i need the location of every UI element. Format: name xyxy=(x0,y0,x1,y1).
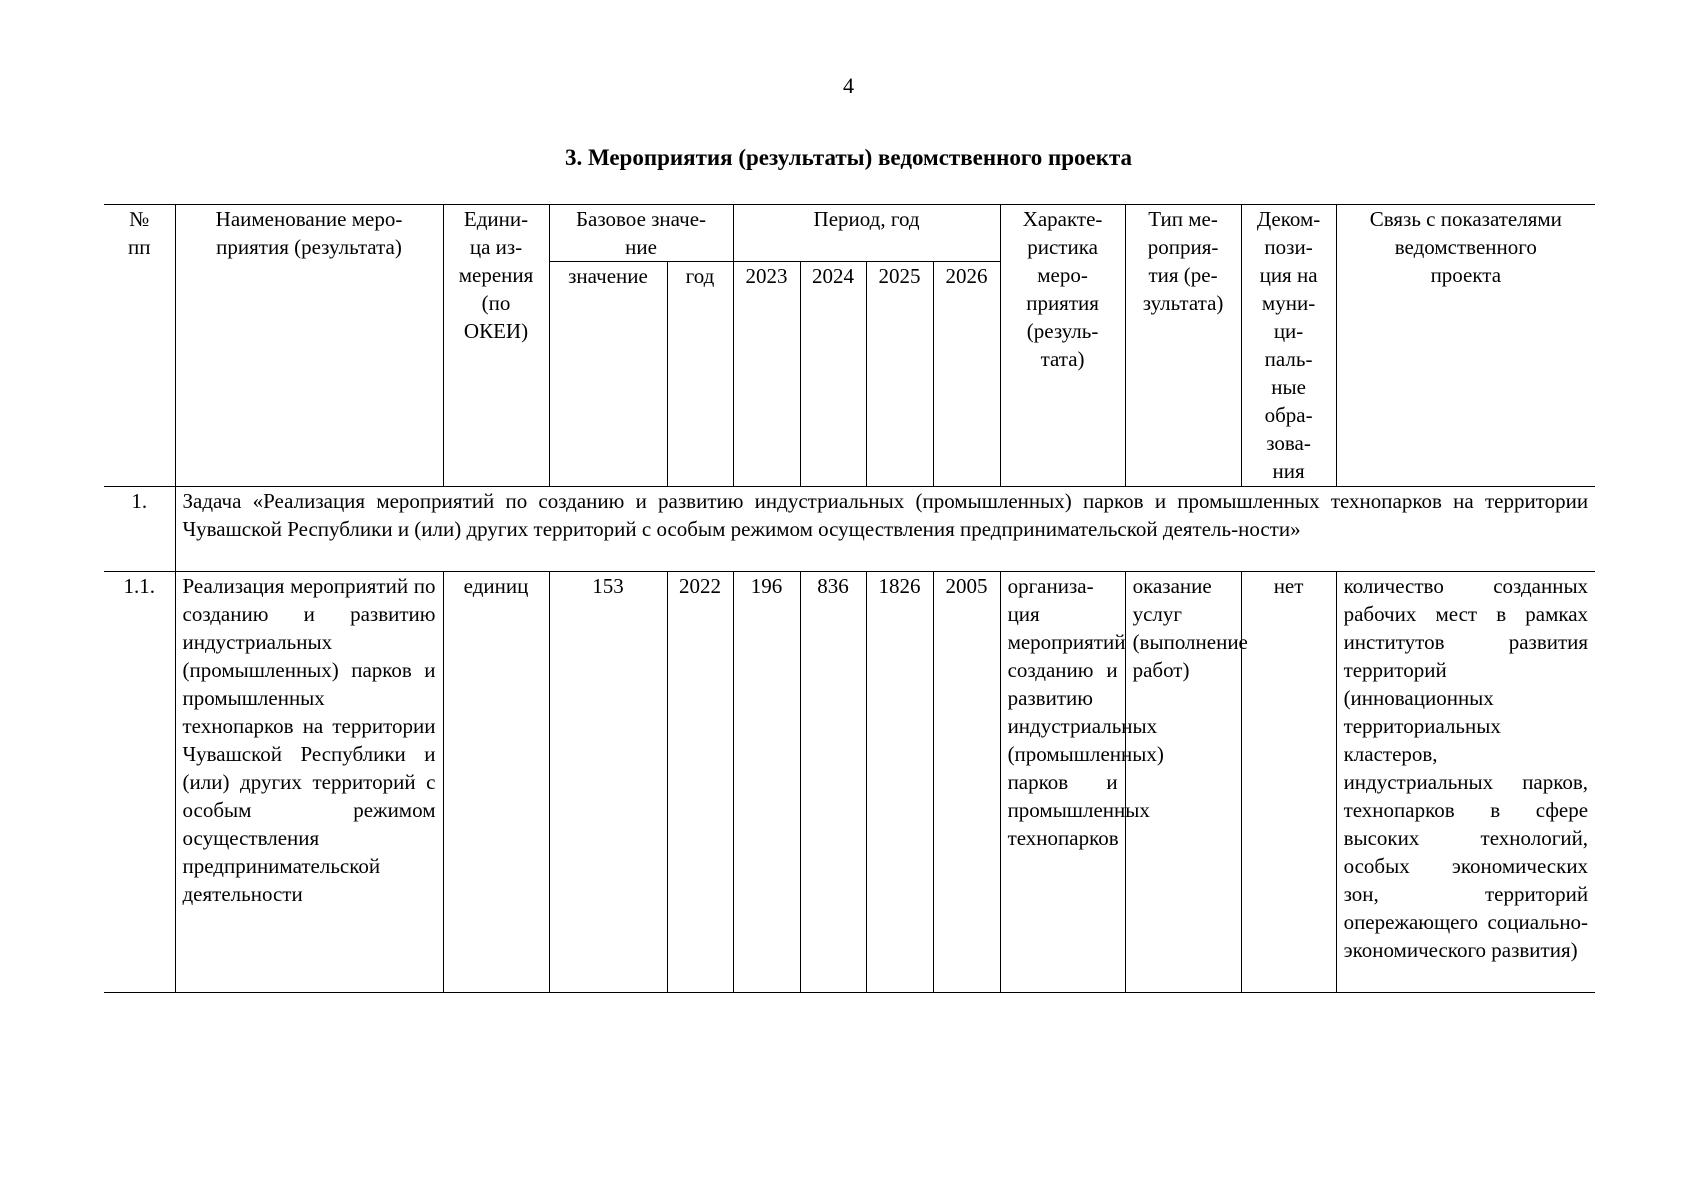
header-year-2025: 2025 xyxy=(866,262,933,487)
row-base-value: 153 xyxy=(549,572,667,993)
table-row xyxy=(104,572,1595,993)
row-2023: 196 xyxy=(733,572,800,993)
row-unit: единиц xyxy=(443,572,549,993)
header-base: Базовое значе- ние xyxy=(549,205,733,262)
header-unit: Едини- ца из- мерения (по ОКЕИ) xyxy=(443,205,549,487)
header-row-1 xyxy=(104,205,1595,262)
row-name: Реализация мероприятий по созданию и развитию индустриальных (промышленных) парков и промышленных технопарков на территории Чувашской Республики и (или) других территорий с особым режимом осуществления предпринимательской деятельности xyxy=(175,572,443,993)
row-num: 1.1. xyxy=(104,572,175,993)
header-year-2026: 2026 xyxy=(933,262,1000,487)
task-num: 1. xyxy=(104,487,175,572)
row-base-year: 2022 xyxy=(667,572,733,993)
header-type: Тип ме- роприя- тия (ре- зультата) xyxy=(1125,205,1241,487)
header-link: Связь с показателями ведомственного проекта xyxy=(1336,205,1595,487)
row-characteristic: организа-ция мероприятий созданию и развитию индустриальных (промышленных) парков и промышленных технопарков xyxy=(1000,572,1125,993)
row-2024: 836 xyxy=(800,572,866,993)
header-base-year: год xyxy=(667,262,733,487)
header-base-value: значение xyxy=(549,262,667,487)
header-num: № пп xyxy=(104,205,175,487)
activities-table xyxy=(104,204,1595,993)
header-name: Наименование меро- приятия (результата) xyxy=(175,205,443,487)
row-2025: 1826 xyxy=(866,572,933,993)
row-link: количество созданных рабочих мест в рамках институтов развития территорий (инновационных территориальных кластеров, индустриальных парков, технопарков в сфере высоких технологий, особых экономических зон, территорий опережающего социально-экономического развития) xyxy=(1336,572,1595,993)
task-row xyxy=(104,487,1595,572)
row-type: оказание услуг (выполнение работ) xyxy=(1125,572,1241,993)
header-decomposition: Деком- пози- ция на муни- ци- паль- ные обра- зова- ния xyxy=(1241,205,1336,487)
row-2026: 2005 xyxy=(933,572,1000,993)
header-year-2024: 2024 xyxy=(800,262,866,487)
header-year-2023: 2023 xyxy=(733,262,800,487)
header-characteristic: Характе- ристика меро- приятия (резуль- тата) xyxy=(1000,205,1125,487)
task-text: Задача «Реализация мероприятий по созданию и развитию индустриальных (промышленных) парков и промышленных технопарков на территории Чувашской Республики и (или) других территорий с особым режимом осуществления предпринимательской деятель-ности» xyxy=(175,487,1595,572)
header-period: Период, год xyxy=(733,205,1000,262)
row-decomposition: нет xyxy=(1241,572,1336,993)
section-title: 3. Мероприятия (результаты) ведомственного проекта xyxy=(564,145,1133,170)
page-number: 4 xyxy=(843,73,854,98)
